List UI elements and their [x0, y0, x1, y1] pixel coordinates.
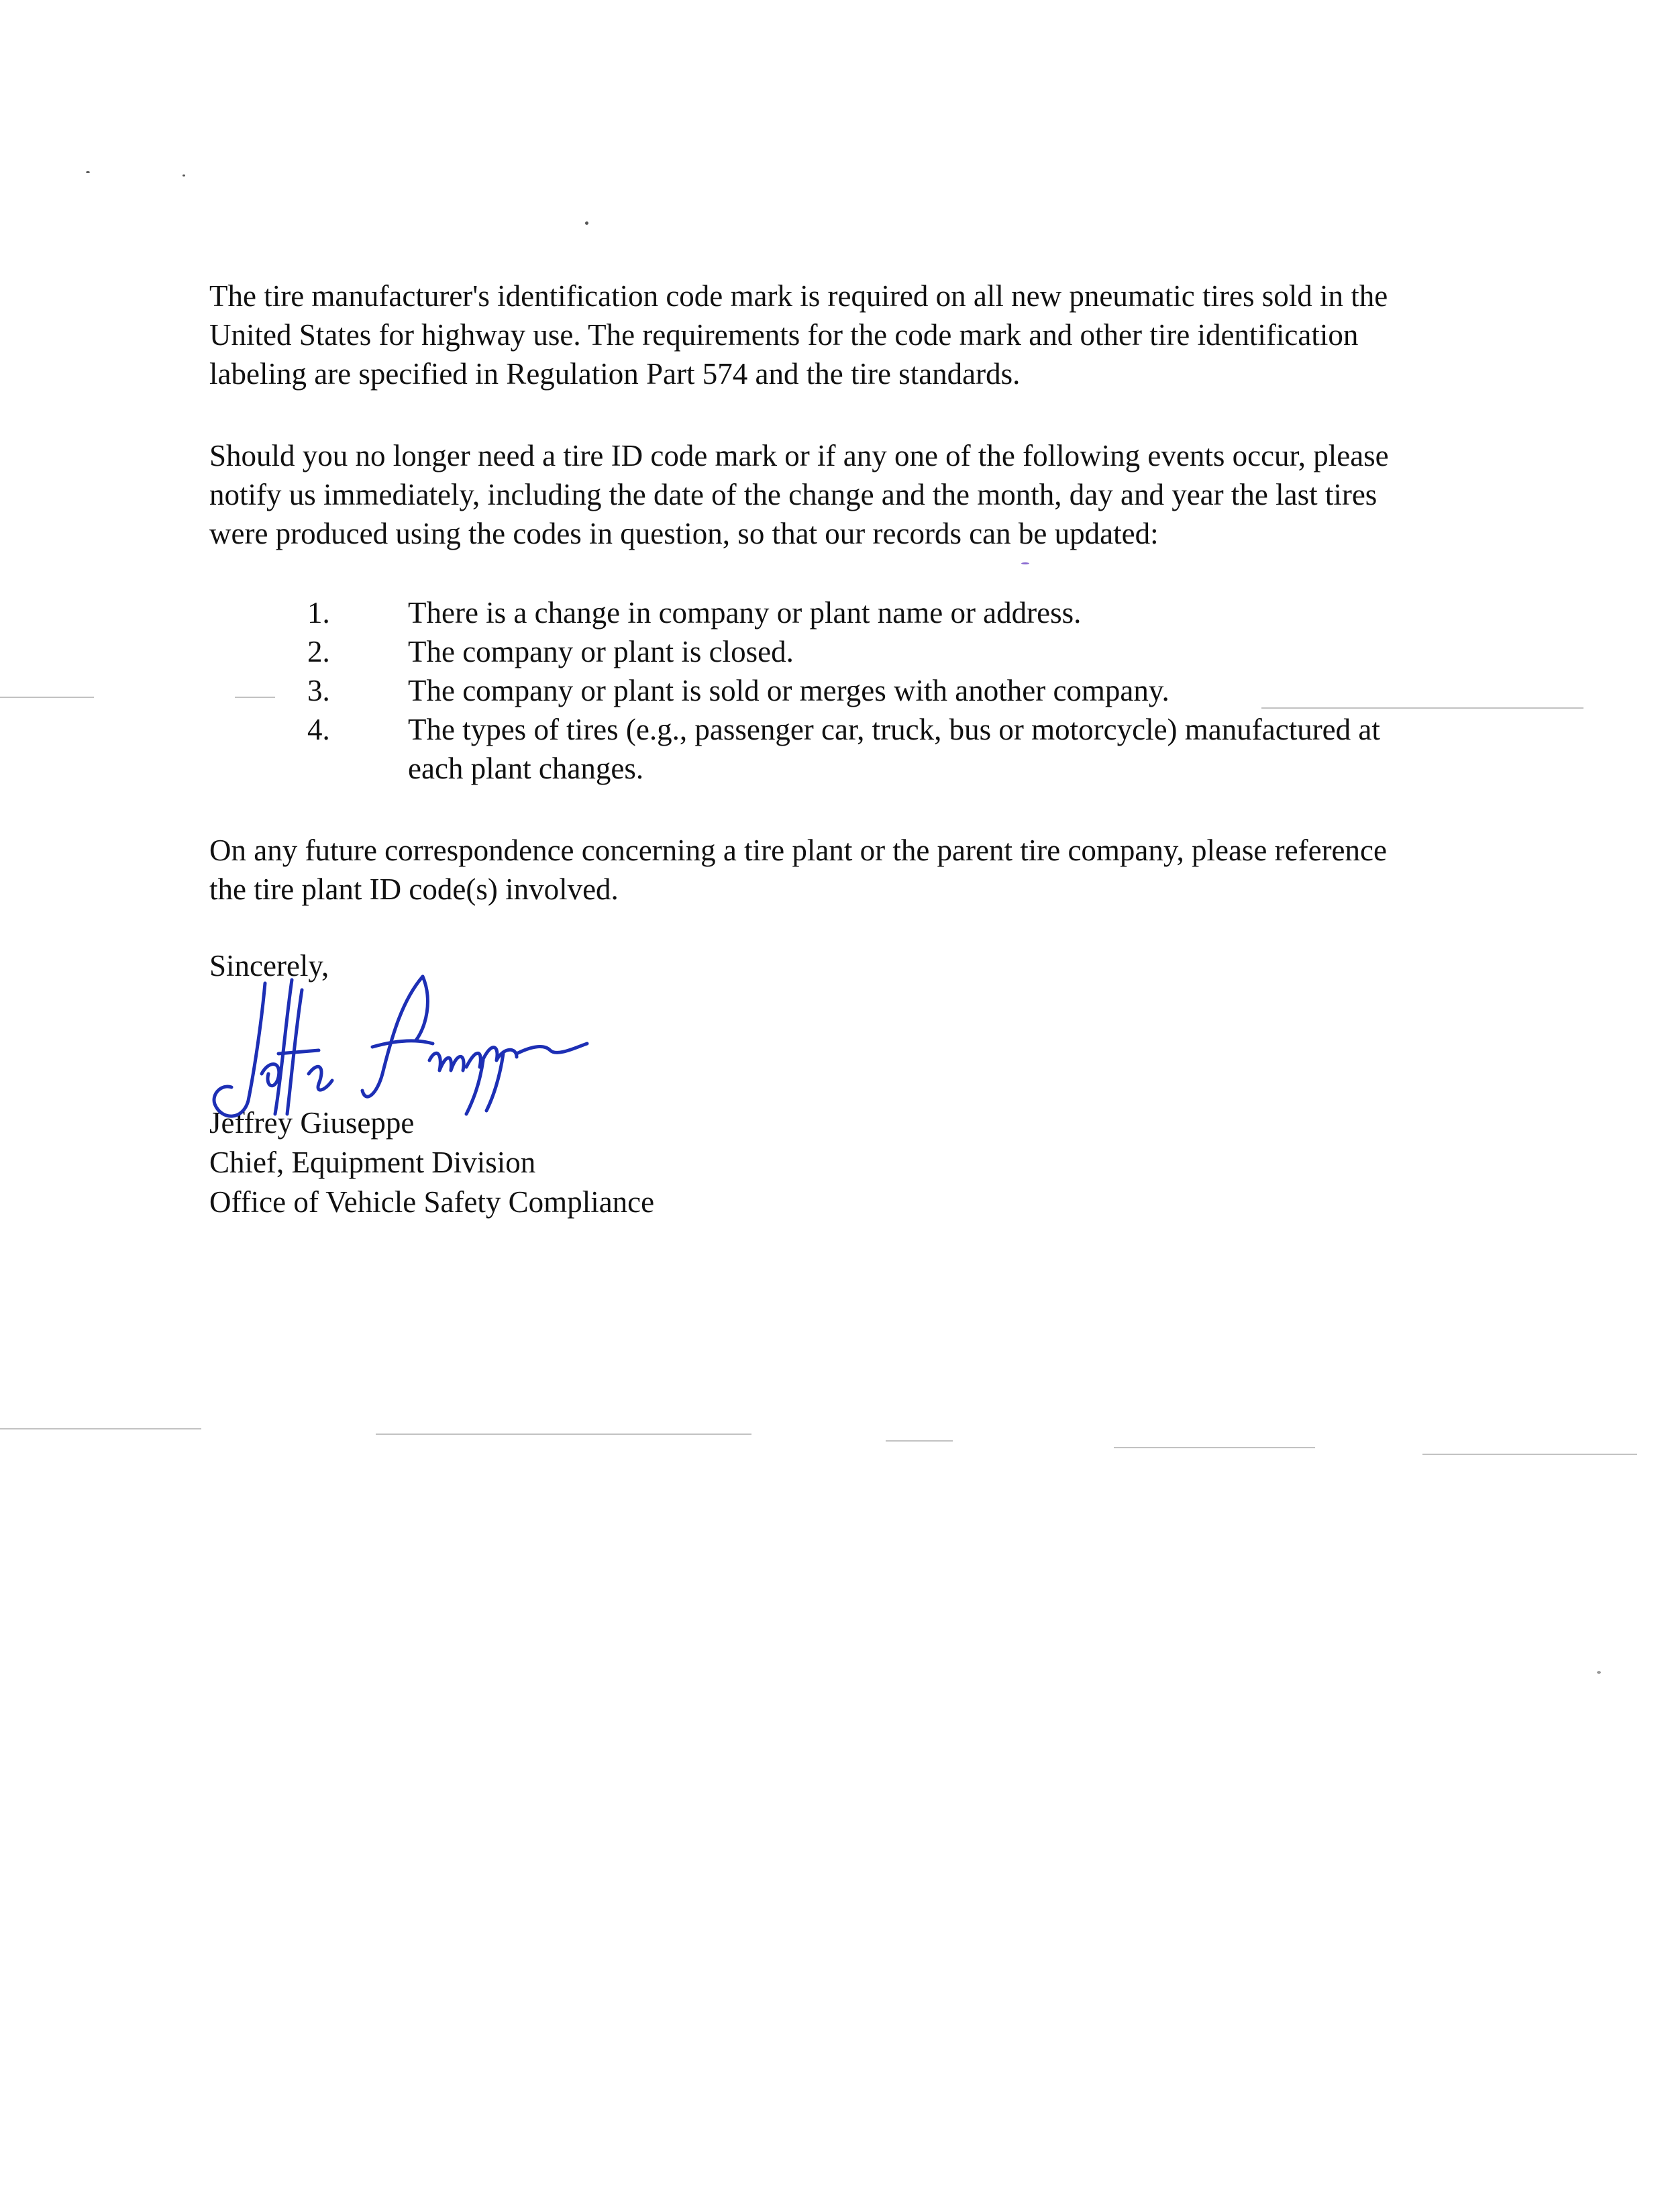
list-item-number: 2.: [307, 635, 330, 668]
paragraph-line: United States for highway use. The requirements for the code mark and other tire identification: [209, 318, 1359, 352]
events-list: [209, 593, 1524, 788]
scan-artifact-line: [0, 697, 94, 698]
scan-artifact-line: [376, 1434, 751, 1435]
scan-speck: [585, 221, 588, 225]
handwritten-signature: [201, 960, 590, 1134]
list-item: [209, 593, 1524, 632]
scan-speck: [183, 174, 185, 177]
list-item-text: The company or plant is sold or merges with another company.: [408, 674, 1169, 707]
paragraph-line: On any future correspondence concerning a tire plant or the parent tire company, please reference: [209, 834, 1387, 867]
list-item: [209, 671, 1524, 710]
signer-office: Office of Vehicle Safety Compliance: [209, 1185, 655, 1219]
paragraph-line: labeling are specified in Regulation Part 574 and the tire standards.: [209, 357, 1021, 391]
paragraph-notify-instructions: [209, 436, 1524, 553]
signer-name: Jeffrey Giuseppe: [209, 1106, 415, 1140]
list-item-text: There is a change in company or plant name or address.: [408, 596, 1082, 630]
paragraph-line: the tire plant ID code(s) involved.: [209, 872, 619, 906]
scan-artifact-line: [1114, 1447, 1315, 1448]
list-item: [209, 632, 1524, 671]
list-item-number: 3.: [307, 674, 330, 707]
paragraph-code-mark-requirement: [209, 276, 1524, 393]
scan-speck: [1597, 1671, 1601, 1674]
paragraph-line: notify us immediately, including the date of the change and the month, day and year the last tires: [209, 478, 1377, 511]
list-item-text: each plant changes.: [408, 752, 644, 785]
scan-artifact-line: [1422, 1454, 1637, 1455]
list-item-number: 4.: [307, 713, 330, 746]
scan-speck: [86, 171, 90, 173]
list-item: [209, 710, 1524, 788]
list-item-text: The company or plant is closed.: [408, 635, 794, 668]
paragraph-reference-request: [209, 831, 1524, 909]
paragraph-line: were produced using the codes in question, so that our records can be updated:: [209, 517, 1159, 550]
paragraph-line: Should you no longer need a tire ID code mark or if any one of the following events occur, please: [209, 439, 1389, 472]
scan-artifact-line: [0, 1428, 201, 1429]
scan-speck: [1021, 562, 1029, 564]
scan-artifact-line: [235, 697, 275, 698]
paragraph-line: The tire manufacturer's identification code mark is required on all new pneumatic tires sold in the: [209, 279, 1388, 313]
signer-title: Chief, Equipment Division: [209, 1146, 536, 1179]
list-item-text: The types of tires (e.g., passenger car, truck, bus or motorcycle) manufactured at: [408, 713, 1380, 746]
scan-artifact-line: [886, 1440, 953, 1442]
scan-artifact-line: [1261, 707, 1583, 709]
closing-salutation: Sincerely,: [209, 949, 329, 983]
list-item-number: 1.: [307, 596, 330, 630]
